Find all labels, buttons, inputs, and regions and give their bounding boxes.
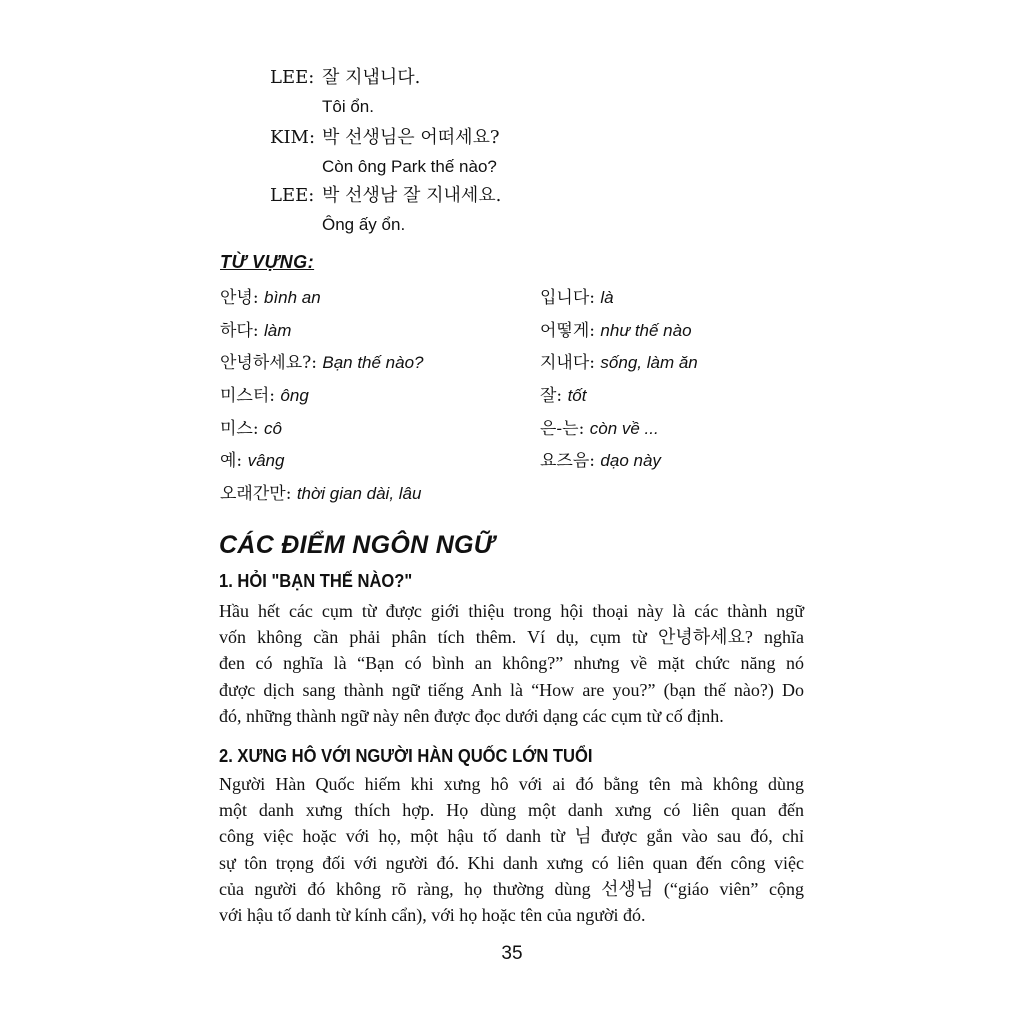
vocab-term: 안녕: <box>220 288 264 308</box>
paragraph-line: của người đó không rõ ràng, họ thường dùng 선생님 (“giáo viên” cộng <box>219 878 804 899</box>
korean-line: 박 선생남 잘 지내세요. <box>322 185 502 206</box>
vocab-meaning: Bạn thế nào? <box>322 353 424 373</box>
vocab-meaning: còn về ... <box>589 418 659 438</box>
paragraph-line: sự tôn trọng đối với người đó. Khi danh xưng có liên quan đến công việc <box>219 852 804 873</box>
paragraph-line: một danh xưng thích hợp. Họ dùng một danh xưng có liên quan đến <box>219 800 804 821</box>
vocab-meaning: bình an <box>263 288 321 307</box>
vocab-item <box>540 316 698 349</box>
vocab-item <box>220 479 424 512</box>
vocab-meaning: sống, làm ăn <box>600 353 698 373</box>
vocab-meaning: thời gian dài, lâu <box>296 484 422 504</box>
vocab-item <box>220 414 424 447</box>
speaker-label: LEE: <box>270 67 315 88</box>
speaker-label: LEE: <box>270 185 315 206</box>
vocab-item <box>540 446 698 479</box>
vocab-item <box>540 381 698 414</box>
vocab-meaning: như thế nào <box>600 320 692 340</box>
vietnamese-translation: Còn ông Park thế nào? <box>322 157 497 176</box>
vocab-term: 미스터: <box>220 386 281 407</box>
vocab-meaning: cô <box>263 418 282 438</box>
vocab-meaning: là <box>600 288 614 307</box>
vocab-term: 오래간만: <box>220 484 297 505</box>
vocab-item <box>220 381 424 414</box>
section-title: CÁC ĐIỂM NGÔN NGỮ <box>219 531 495 559</box>
vocab-term: 어떻게: <box>540 320 601 341</box>
vietnamese-translation: Tôi ổn. <box>322 97 374 116</box>
vocab-item <box>220 348 424 381</box>
korean-line: 박 선생님은 어떠세요? <box>322 127 500 148</box>
vocab-term: 하다: <box>220 320 264 341</box>
vocab-item <box>220 446 424 479</box>
paragraph-line: Người Hàn Quốc hiếm khi xưng hô với ai đó bằng tên mà không dùng <box>219 774 804 794</box>
vocab-term: 미스: <box>220 418 264 439</box>
paragraph-line: được dịch sang thành ngữ tiếng Anh là “How are you?” (bạn thế nào?) Do <box>219 679 804 700</box>
paragraph <box>219 598 804 729</box>
korean-line: 잘 지냅니다. <box>322 67 421 88</box>
vocab-column-left <box>220 283 424 512</box>
vocab-meaning: ông <box>280 386 309 406</box>
vocab-item <box>220 283 424 316</box>
speaker-label: KIM: <box>270 127 316 148</box>
vocab-term: 안녕하세요?: <box>220 353 323 374</box>
vocab-term: 요즈음: <box>540 451 601 472</box>
paragraph-line: vốn không cần phải phân tích thêm. Ví dụ, cụm từ 안녕하세요? nghĩa <box>219 627 804 648</box>
paragraph-line: với hậu tố danh từ kính cẩn), với họ hoặc tên của người đó. <box>219 905 646 926</box>
subsection-heading: 2. XƯNG HÔ VỚI NGƯỜI HÀN QUỐC LỚN TUỔI <box>219 746 593 766</box>
paragraph <box>219 771 804 928</box>
page-number: 35 <box>501 943 523 964</box>
paragraph-line: công việc hoặc với họ, một hậu tố danh từ 님 được gắn vào sau đó, chỉ <box>219 826 804 847</box>
paragraph-line: Hầu hết các cụm từ được giới thiệu trong hội thoại này là các thành ngữ <box>219 601 804 621</box>
vocab-meaning: tốt <box>567 386 587 406</box>
subsection-heading: 1. HỎI "BẠN THẾ NÀO?" <box>219 571 413 591</box>
vocab-term: 입니다: <box>540 288 601 308</box>
vietnamese-translation: Ông ấy ổn. <box>322 215 406 234</box>
vocab-item <box>540 348 698 381</box>
vocab-heading: TỪ VỰNG: <box>220 252 315 272</box>
vocab-meaning: làm <box>263 320 292 340</box>
vocab-term: 잘: <box>540 386 568 407</box>
vocab-meaning: vâng <box>247 451 285 471</box>
vocab-term: 지내다: <box>540 353 601 374</box>
vocab-term: 예: <box>220 451 248 472</box>
vocab-item <box>220 316 424 349</box>
vocab-item <box>540 414 698 447</box>
vocab-column-right <box>540 283 698 479</box>
vocab-meaning: dạo này <box>600 451 661 471</box>
paragraph-line: đó, những thành ngữ này nên được đọc dưới dạng các cụm từ cố định. <box>219 705 724 726</box>
paragraph-line: đen có nghĩa là “Bạn có bình an không?” nhưng về mặt chức năng nó <box>219 653 804 674</box>
vocab-term: 은-는: <box>540 418 590 439</box>
vocab-item <box>540 283 698 316</box>
